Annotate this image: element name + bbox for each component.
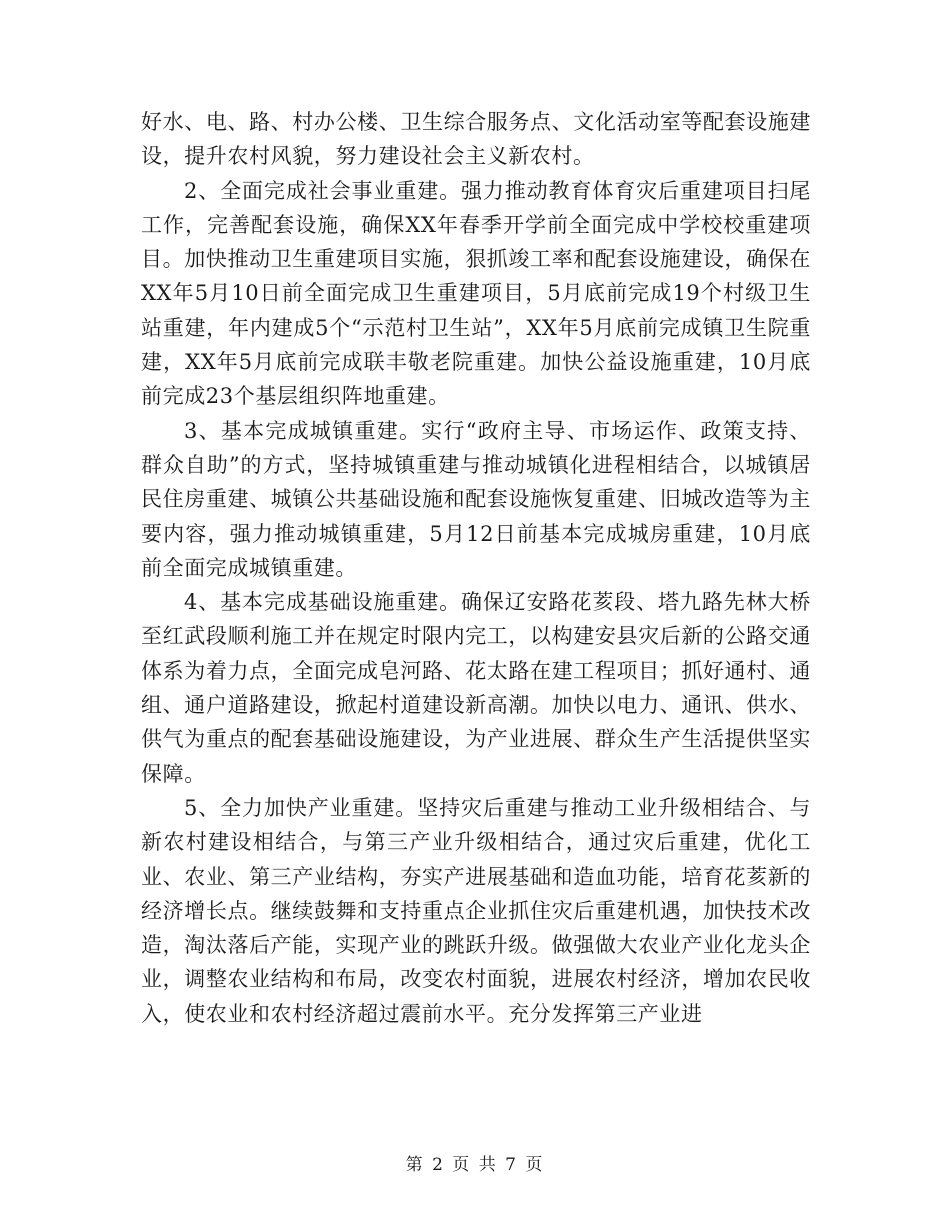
paragraph-continuation: 好水、电、路、村办公楼、卫生综合服务点、文化活动室等配套设施建设，提升农村风貌，努力建设社会主义新农村。 [141, 110, 811, 169]
page-number-footer: 第 2 页 共 7 页 [405, 1155, 545, 1175]
body-text [141, 105, 811, 1031]
paragraph-social-reconstruction: 2、全面完成社会事业重建。强力推动教育体育灾后重建项目扫尾工作，完善配套设施，确保XX年春季开学前全面完成中学校校重建项目。加快推动卫生重建项目实施，狠抓竣工率和配套设施建设，确保在XX年5月10日前全面完成卫生重建项目，5月底前完成19个村级卫生站重建，年内建成5个“示范村卫生站”，XX年5月底前完成镇卫生院重建，XX年5月底前完成联丰敬老院重建。加快公益设施重建，10月底前完成23个基层组织阵地重建。 [141, 178, 811, 409]
paragraph-infrastructure-reconstruction: 4、基本完成基础设施重建。确保辽安路花荄段、塔九路先林大桥至红武段顺利施工并在规定时限内完工，以构建安县灾后新的公路交通体系为着力点，全面完成皂河路、花太路在建工程项目；抓好通村、通组、通户道路建设，掀起村道建设新高潮。加快以电力、通讯、供水、供气为重点的配套基础设施建设，为产业进展、群众生产生活提供坚实保障。 [141, 590, 811, 786]
paragraph-industry-reconstruction: 5、全力加快产业重建。坚持灾后重建与推动工业升级相结合、与新农村建设相结合，与第三产业升级相结合，通过灾后重建，优化工业、农业、第三产业结构，夯实产进展基础和造血功能，培育花荄新的经济增长点。继续鼓舞和支持重点企业抓住灾后重建机遇，加快技术改造，淘汰落后产能，实现产业的跳跃升级。做强做大农业产业化龙头企业，调整农业结构和布局，改变农村面貌，进展农村经济，增加农民收入，使农业和农村经济超过震前水平。充分发挥第三产业进 [141, 795, 811, 1026]
paragraph-town-reconstruction: 3、基本完成城镇重建。实行“政府主导、市场运作、政策支持、群众自助”的方式，坚持城镇重建与推动城镇化进程相结合，以城镇居民住房重建、城镇公共基础设施和配套设施恢复重建、旧城改造等为主要内容，强力推动城镇重建，5月12日前基本完成城房重建，10月底前全面完成城镇重建。 [141, 418, 811, 580]
